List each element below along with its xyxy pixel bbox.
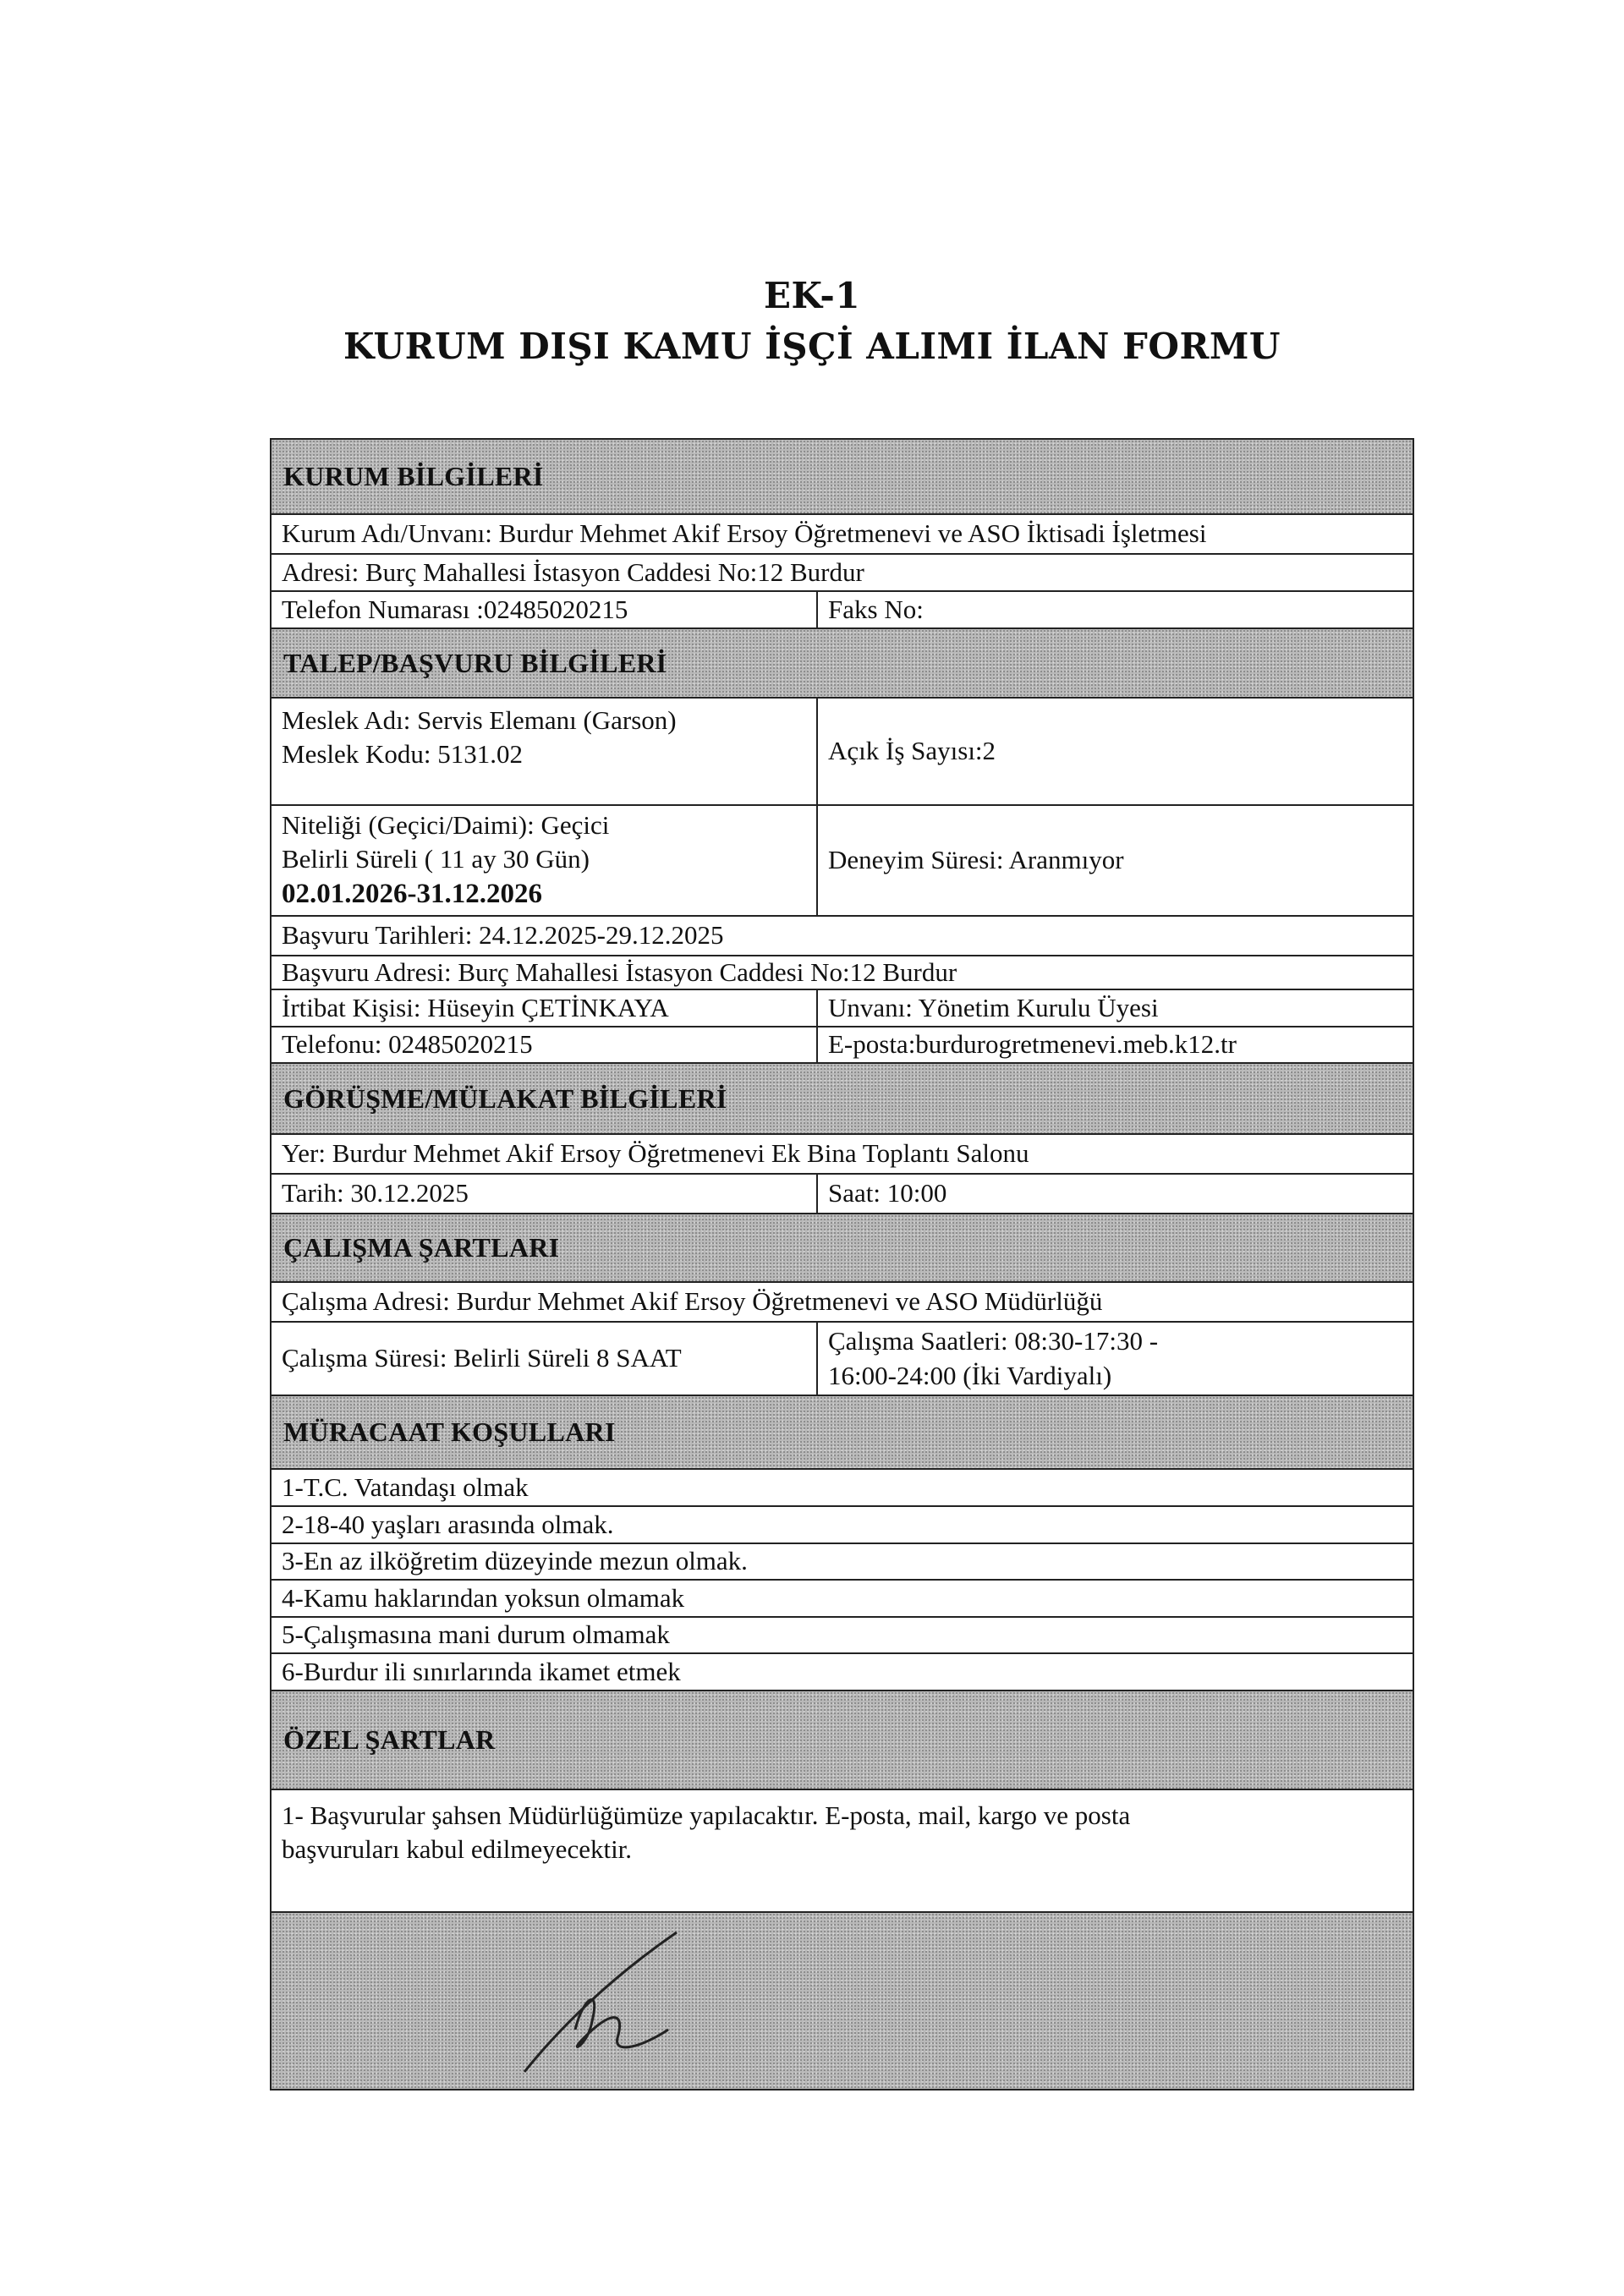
section-ozel-heading: ÖZEL ŞARTLAR (272, 1691, 1413, 1790)
interview-place: Yer: Burdur Mehmet Akif Ersoy Öğretmenevi Ek Bina Toplantı Salonu (282, 1138, 1029, 1169)
form-table (270, 438, 1414, 2091)
interview-time: Saat: 10:00 (828, 1178, 947, 1208)
contact-title: Unvanı: Yönetim Kurulu Üyesi (828, 992, 1159, 1022)
special-conditions (272, 1790, 1413, 1911)
condition-item: 6-Burdur ili sınırlarında ikamet etmek (282, 1656, 681, 1686)
work-hours (818, 1323, 1413, 1395)
kurum-phone: Telefon Numarası :02485020215 (272, 592, 818, 627)
nature: Niteliği (Geçici/Daimi): Geçici (282, 809, 610, 840)
work-hours-2: 16:00-24:00 (İki Vardiyalı) (828, 1360, 1112, 1390)
kurum-address: Adresi: Burç Mahallesi İstasyon Caddesi No:12 Burdur (282, 556, 864, 587)
condition-item: 1-T.C. Vatandaşı olmak (282, 1471, 529, 1502)
duration: Belirli Süreli ( 11 ay 30 Gün) (282, 844, 590, 874)
contact-person: İrtibat Kişisi: Hüseyin ÇETİNKAYA (272, 990, 818, 1026)
condition-item: 4-Kamu haklarından yoksun olmamak (282, 1582, 685, 1613)
signature-area (272, 1913, 1413, 2089)
work-hours-1: Çalışma Saatleri: 08:30-17:30 - (828, 1326, 1159, 1356)
application-address: Başvuru Adresi: Burç Mahallesi İstasyon Caddesi No:12 Burdur (282, 956, 957, 987)
period: 02.01.2026-31.12.2026 (282, 879, 542, 910)
condition-item: 3-En az ilköğretim düzeyinde mezun olmak. (282, 1546, 748, 1576)
annex-label: EK-1 (763, 275, 861, 316)
page-title: KURUM DIŞI KAMU İŞÇİ ALIMI İLAN FORMU (343, 326, 1281, 367)
interview-date: Tarih: 30.12.2025 (272, 1175, 818, 1213)
application-dates: Başvuru Tarihleri: 24.12.2025-29.12.2025 (282, 920, 724, 951)
openings: Açık İş Sayısı:2 (828, 736, 996, 766)
condition-item: 5-Çalışmasına mani durum olmamak (282, 1619, 670, 1650)
special-text-1: 1- Başvurular şahsen Müdürlüğümüze yapılacaktır. E-posta, mail, kargo ve posta (282, 1800, 1131, 1830)
special-text-2: başvuruları kabul edilmeyecektir. (282, 1834, 633, 1865)
section-muracaat-heading: MÜRACAAT KOŞULLARI (272, 1396, 1413, 1470)
section-kurum-heading: KURUM BİLGİLERİ (272, 440, 1413, 515)
work-address: Çalışma Adresi: Burdur Mehmet Akif Ersoy Öğretmenevi ve ASO Müdürlüğü (282, 1286, 1103, 1317)
job-code: Meslek Kodu: 5131.02 (282, 739, 524, 770)
work-duration: Çalışma Süresi: Belirli Süreli 8 SAAT (272, 1323, 818, 1395)
contact-phone: Telefonu: 02485020215 (272, 1027, 818, 1062)
section-calisma-heading: ÇALIŞMA ŞARTLARI (272, 1214, 1413, 1283)
job-info (272, 699, 818, 804)
section-talep-heading: TALEP/BAŞVURU BİLGİLERİ (272, 629, 1413, 699)
section-gorusme-heading: GÖRÜŞME/MÜLAKAT BİLGİLERİ (272, 1064, 1413, 1135)
kurum-name: Kurum Adı/Unvanı: Burdur Mehmet Akif Ersoy Öğretmenevi ve ASO İktisadi İşletmesi (282, 518, 1207, 549)
contact-email: E-posta:burdurogretmenevi.meb.k12.tr (828, 1029, 1237, 1060)
kurum-fax: Faks No: (828, 594, 924, 624)
condition-item: 2-18-40 yaşları arasında olmak. (282, 1509, 614, 1539)
experience: Deneyim Süresi: Aranmıyor (828, 845, 1124, 875)
signature-icon (508, 1928, 710, 2080)
job-name: Meslek Adı: Servis Elemanı (Garson) (282, 705, 677, 735)
job-nature (272, 806, 818, 915)
